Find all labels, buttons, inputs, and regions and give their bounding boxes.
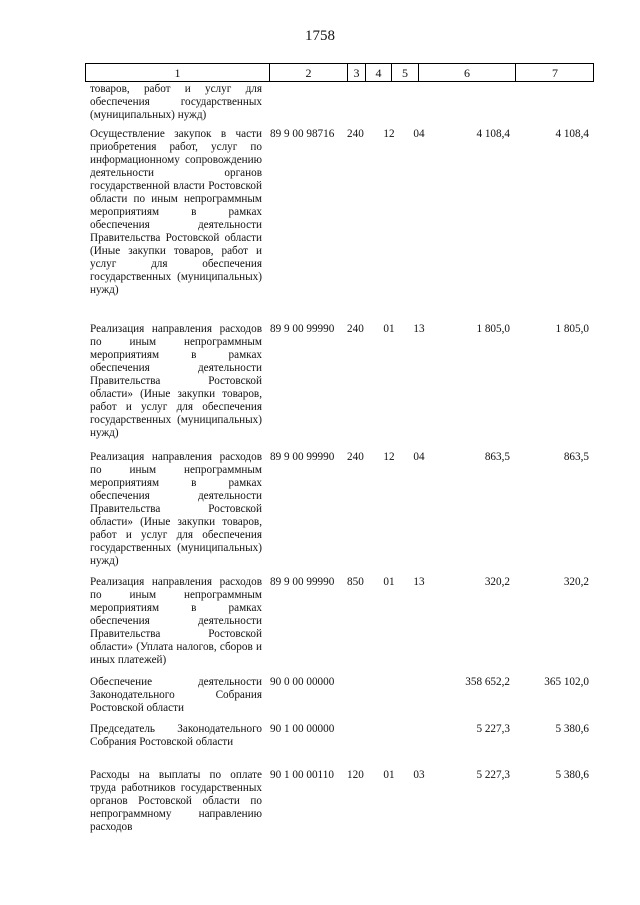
row-6-code: 90 1 00 00000 <box>270 723 335 735</box>
row-7-pr: 03 <box>413 769 425 781</box>
row-3-sum-1: 863,5 <box>484 451 510 463</box>
row-2-vr: 240 <box>347 323 364 335</box>
row-0-description: товаров, работ и услуг для обеспечения государственных (муниципальных) нужд) <box>90 83 262 121</box>
row-4-vr: 850 <box>347 576 364 588</box>
row-2-code: 89 9 00 99990 <box>270 323 335 335</box>
header-col-3: 3 <box>353 66 360 80</box>
row-2-sum-1: 1 805,0 <box>476 323 510 335</box>
row-2-rz: 01 <box>383 323 395 335</box>
row-4-code: 89 9 00 99990 <box>270 576 335 588</box>
header-col-2: 2 <box>305 66 312 80</box>
row-7-rz: 01 <box>383 769 395 781</box>
row-1-vr: 240 <box>347 128 364 140</box>
row-3-pr: 04 <box>413 451 425 463</box>
row-5-sum-1: 358 652,2 <box>465 676 510 688</box>
row-7-vr: 120 <box>347 769 364 781</box>
row-4-pr: 13 <box>413 576 425 588</box>
row-1-sum-2: 4 108,4 <box>555 128 589 140</box>
row-1-description: Осуществление закупок в части приобретения работ, услуг по информационному сопровождению деятельности органов государственной власти Ростовской области по иным непрограммным мероприятиям в рамках обеспечения деятельности Правительства Ростовской области (Иные закупки товаров, работ и услуг для обеспечения государственных (муниципальных) нужд) <box>90 128 262 296</box>
row-1-code: 89 9 00 98716 <box>270 128 335 140</box>
row-4-rz: 01 <box>383 576 395 588</box>
row-5-description: Обеспечение деятельности Законодательного Собрания Ростовской области <box>90 676 262 714</box>
row-7-sum-2: 5 380,6 <box>555 769 589 781</box>
row-2-description: Реализация направления расходов по иным непрограммным мероприятиям в рамках обеспечения деятельности Правительства Ростовской области» (Иные закупки товаров, работ и услуг для обеспечения государственных (муниципальных) нужд) <box>90 323 262 439</box>
row-1-rz: 12 <box>383 128 395 140</box>
row-7-description: Расходы на выплаты по оплате труда работников государственных органов Ростовской области по непрограммному направлению расходов <box>90 769 262 833</box>
row-4-description: Реализация направления расходов по иным непрограммным мероприятиям в рамках обеспечения деятельности Правительства Ростовской области» (Уплата налогов, сборов и иных платежей) <box>90 576 262 666</box>
row-3-vr: 240 <box>347 451 364 463</box>
row-5-sum-2: 365 102,0 <box>544 676 589 688</box>
header-col-7: 7 <box>552 66 558 80</box>
table-header <box>85 63 594 82</box>
row-2-sum-2: 1 805,0 <box>555 323 589 335</box>
page-number: 1758 <box>305 28 335 44</box>
row-3-sum-2: 863,5 <box>563 451 589 463</box>
header-col-1: 1 <box>174 66 181 80</box>
row-2-pr: 13 <box>413 323 425 335</box>
row-4-sum-1: 320,2 <box>484 576 510 588</box>
row-3-description: Реализация направления расходов по иным непрограммным мероприятиям в рамках обеспечения деятельности Правительства Ростовской области» (Иные закупки товаров, работ и услуг для обеспечения государственных (муниципальных) нужд) <box>90 451 262 567</box>
header-col-6: 6 <box>464 66 470 80</box>
row-7-sum-1: 5 227,3 <box>476 769 510 781</box>
row-1-pr: 04 <box>413 128 425 140</box>
row-6-sum-2: 5 380,6 <box>555 723 589 735</box>
header-col-4: 4 <box>375 66 382 80</box>
header-col-5: 5 <box>402 66 408 80</box>
row-3-code: 89 9 00 99990 <box>270 451 335 463</box>
row-4-sum-2: 320,2 <box>563 576 589 588</box>
row-5-code: 90 0 00 00000 <box>270 676 335 688</box>
row-1-sum-1: 4 108,4 <box>476 128 510 140</box>
row-6-description: Председатель Законодательного Собрания Ростовской области <box>90 723 262 748</box>
row-3-rz: 12 <box>383 451 395 463</box>
row-6-sum-1: 5 227,3 <box>476 723 510 735</box>
row-7-code: 90 1 00 00110 <box>270 769 334 781</box>
